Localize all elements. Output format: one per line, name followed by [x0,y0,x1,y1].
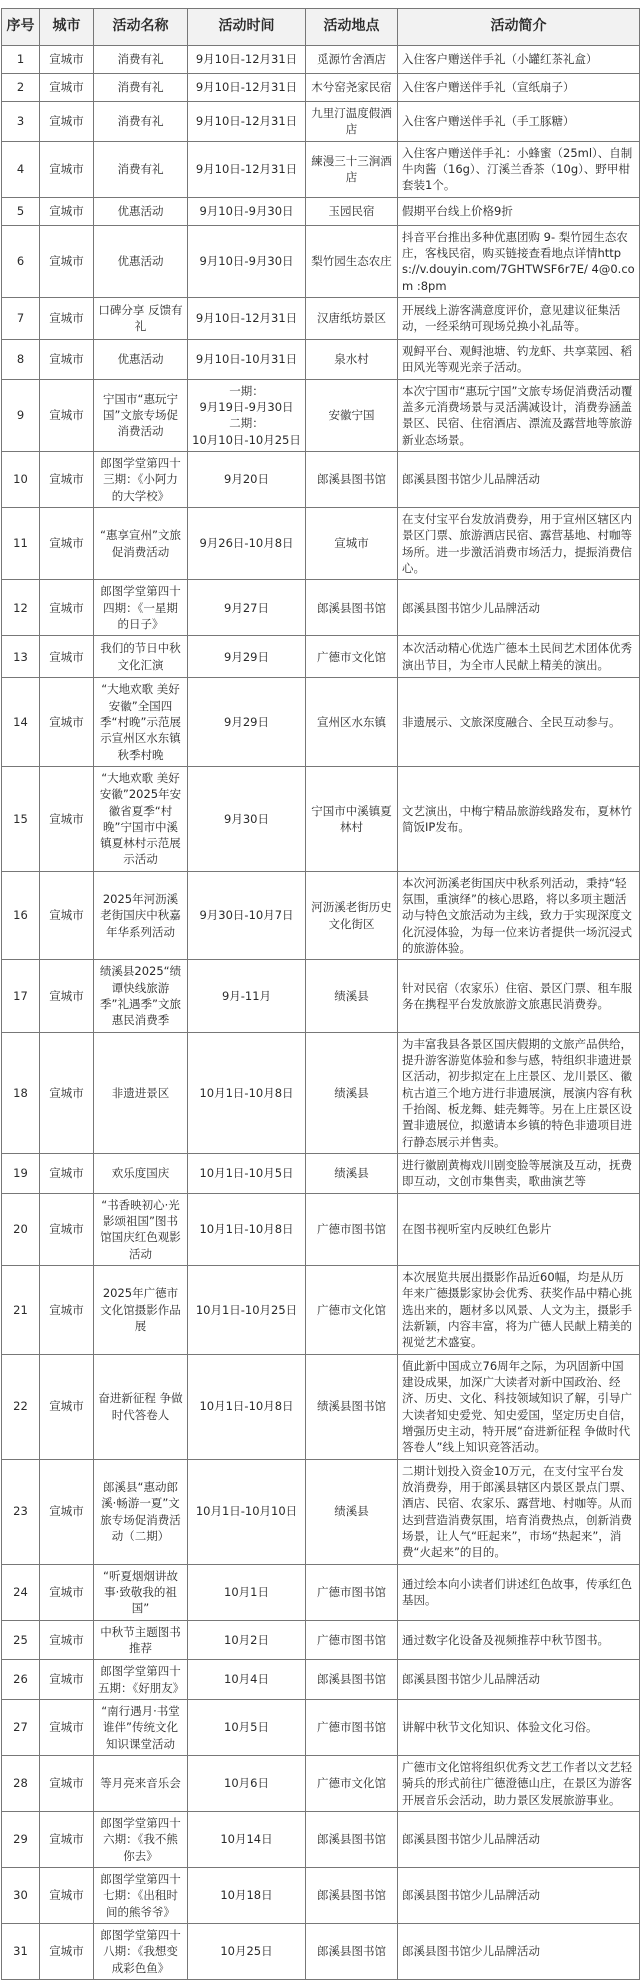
cell-activity-name: 优惠活动 [94,197,188,225]
cell-city: 宣城市 [40,1923,94,1979]
cell-index: 10 [2,451,40,507]
cell-index: 14 [2,678,40,767]
cell-activity-name: 非遗进景区 [94,1032,188,1153]
cell-activity-time: 9月30日-10月7日 [188,871,306,960]
cell-city: 宣城市 [40,1811,94,1867]
cell-activity-time: 9月-11月 [188,960,306,1032]
cell-activity-place: 广德市图书馆 [306,1620,398,1660]
cell-activity-place: 郎溪县图书馆 [306,1923,398,1979]
cell-activity-time: 9月10日-9月30日 [188,225,306,297]
cell-activity-name: 郎图学堂第四十五期：《好朋友》 [94,1660,188,1700]
cell-index: 3 [2,102,40,142]
table-row [2,225,640,297]
table-row [2,1032,640,1153]
cell-activity-description: 郎溪县图书馆少儿品牌活动 [398,451,640,507]
cell-activity-description: 广德市文化馆将组织优秀文艺工作者以文艺轻骑兵的形式前往广德澄德山庄，在景区为游客开展音乐会活动，助力景区发展旅游事业。 [398,1755,640,1811]
cell-index: 22 [2,1354,40,1459]
cell-activity-description: 入住客户赠送伴手礼：小蜂蜜（25ml）、自制牛肉酱（16g）、汀溪兰香茶（10g）、野甲柑套装1个。 [398,141,640,197]
table-row [2,141,640,197]
cell-index: 30 [2,1867,40,1923]
cell-activity-time: 10月2日 [188,1620,306,1660]
cell-activity-place: 練漫三十三涧酒店 [306,141,398,197]
cell-activity-description: 在支付宝平台发放消费券，用于宣州区辖区内景区门票、旅游酒店民宿、露营基地、村咖等场所。进一步激活消费市场活力，提振消费信心。 [398,507,640,579]
table-row [2,1459,640,1564]
header-activity-name: 活动名称 [94,9,188,46]
cell-activity-name: 消费有礼 [94,141,188,197]
events-table [1,8,640,1980]
cell-city: 宣城市 [40,339,94,379]
cell-activity-name: “大地欢歌 美好安徽”全国四季“村晚”示范展示宣州区水东镇秋季村晚 [94,678,188,767]
cell-index: 16 [2,871,40,960]
cell-activity-time: 10月1日-10月8日 [188,1354,306,1459]
cell-index: 5 [2,197,40,225]
cell-activity-description: 郎溪县图书馆少儿品牌活动 [398,1811,640,1867]
cell-city: 宣城市 [40,46,94,74]
cell-index: 7 [2,297,40,339]
cell-index: 25 [2,1620,40,1660]
cell-activity-description: 讲解中秋节文化知识、体验文化习俗。 [398,1699,640,1755]
cell-activity-description: 在图书视听室内反映红色影片 [398,1193,640,1265]
cell-city: 宣城市 [40,507,94,579]
cell-activity-name: 口碑分享 反馈有礼 [94,297,188,339]
cell-city: 宣城市 [40,636,94,678]
cell-index: 11 [2,507,40,579]
cell-activity-place: 觅源竹舍酒店 [306,46,398,74]
table-row [2,1354,640,1459]
cell-activity-place: 广德市图书馆 [306,1699,398,1755]
cell-activity-description: 本次宁国市“惠玩宁国”文旅专场促消费活动覆盖多元消费场景与灵活满减设计，消费券涵盖景区、民宿、住宿酒店、漂流及露营地等旅游新业态场景。 [398,379,640,451]
cell-city: 宣城市 [40,960,94,1032]
cell-activity-time: 10月1日-10月8日 [188,1032,306,1153]
cell-index: 23 [2,1459,40,1564]
cell-activity-description: 郎溪县图书馆少儿品牌活动 [398,580,640,636]
cell-activity-description: 入住客户赠送伴手礼（手工豚糖） [398,102,640,142]
cell-activity-description: 本次活动精心优选广德本土民间艺术团体优秀演出节目，为全市人民献上精美的演出。 [398,636,640,678]
cell-activity-name: 奋进新征程 争做时代答卷人 [94,1354,188,1459]
cell-city: 宣城市 [40,1620,94,1660]
header-index: 序号 [2,9,40,46]
cell-activity-time: 10月6日 [188,1755,306,1811]
cell-activity-description: 二期计划投入资金10万元，在支付宝平台发放消费券，用于郎溪县辖区内景区景点门票、酒店、民宿、农家乐、露营地、村咖等。从而达到营造消费氛围，培育消费热点，创新消费场景，让人气“旺起来”，市场“热起来”，消费“火起来”的目的。 [398,1459,640,1564]
cell-activity-description: 郎溪县图书馆少儿品牌活动 [398,1923,640,1979]
cell-activity-name: 消费有礼 [94,102,188,142]
cell-activity-time: 9月10日-12月31日 [188,141,306,197]
cell-city: 宣城市 [40,379,94,451]
cell-activity-time: 9月10日-9月30日 [188,197,306,225]
cell-activity-place: 安徽宁国 [306,379,398,451]
cell-city: 宣城市 [40,297,94,339]
cell-activity-place: 宣城市 [306,507,398,579]
table-row [2,507,640,579]
cell-index: 26 [2,1660,40,1700]
table-row [2,1564,640,1620]
cell-activity-time: 9月30日 [188,766,306,871]
cell-activity-time: 9月29日 [188,678,306,767]
table-row [2,1811,640,1867]
cell-activity-time: 9月10日-10月31日 [188,339,306,379]
cell-index: 4 [2,141,40,197]
table-row [2,1266,640,1355]
cell-activity-place: 绩溪县 [306,1154,398,1194]
header-activity-description: 活动简介 [398,9,640,46]
cell-activity-time: 10月14日 [188,1811,306,1867]
table-row [2,580,640,636]
cell-activity-time: 9月29日 [188,636,306,678]
cell-index: 8 [2,339,40,379]
cell-activity-name: 宁国市“惠玩宁国”文旅专场促消费活动 [94,379,188,451]
cell-activity-place: 绩溪县图书馆 [306,1354,398,1459]
cell-activity-description: 入住客户赠送伴手礼（小罐红茶礼盒） [398,46,640,74]
cell-index: 27 [2,1699,40,1755]
table-row [2,1699,640,1755]
cell-activity-name: “书香映初心·光影颂祖国”图书馆国庆红色观影活动 [94,1193,188,1265]
cell-activity-description: 本次展览共展出摄影作品近60幅，均是从历年来广德摄影家协会优秀、获奖作品中精心挑选出来的，题材多以风景、人文为主，摄影手法新颖，内容丰富，将为广德人民献上精美的视觉艺术盛宴。 [398,1266,640,1355]
cell-activity-description: 通过数字化设备及视频推荐中秋节图书。 [398,1620,640,1660]
cell-index: 21 [2,1266,40,1355]
cell-city: 宣城市 [40,1660,94,1700]
cell-activity-time: 一期： 9月19日-9月30日 二期： 10月10日-10月25日 [188,379,306,451]
table-row [2,1620,640,1660]
cell-city: 宣城市 [40,678,94,767]
table-body [2,46,640,1980]
cell-activity-place: 宁国市中溪镇夏林村 [306,766,398,871]
cell-city: 宣城市 [40,1193,94,1265]
cell-activity-name: 郎溪县“惠动郎溪·畅游一夏”文旅专场促消费活动（二期） [94,1459,188,1564]
cell-index: 17 [2,960,40,1032]
cell-activity-place: 梨竹园生态农庄 [306,225,398,297]
table-row [2,1154,640,1194]
cell-activity-place: 广德市文化馆 [306,1755,398,1811]
cell-activity-place: 郎溪县图书馆 [306,1660,398,1700]
cell-activity-time: 10月1日-10月10日 [188,1459,306,1564]
cell-activity-description: 假期平台线上价格9折 [398,197,640,225]
cell-activity-name: “大地欢歌 美好安徽”2025年安徽省夏季“村晚”宁国市中溪镇夏林村示范展示活动 [94,766,188,871]
cell-activity-time: 9月20日 [188,451,306,507]
cell-city: 宣城市 [40,1755,94,1811]
cell-activity-place: 宣州区水东镇 [306,678,398,767]
table-row [2,1193,640,1265]
cell-city: 宣城市 [40,766,94,871]
cell-activity-place: 广德市图书馆 [306,1564,398,1620]
cell-activity-place: 广德市文化馆 [306,1266,398,1355]
cell-activity-place: 汉唐纸坊景区 [306,297,398,339]
table-row [2,1755,640,1811]
cell-activity-time: 10月1日-10月25日 [188,1266,306,1355]
cell-city: 宣城市 [40,225,94,297]
table-row [2,871,640,960]
cell-index: 20 [2,1193,40,1265]
table-row [2,339,640,379]
cell-city: 宣城市 [40,1699,94,1755]
cell-city: 宣城市 [40,1867,94,1923]
table-row [2,379,640,451]
header-activity-time: 活动时间 [188,9,306,46]
cell-index: 15 [2,766,40,871]
cell-activity-name: 郎图学堂第四十四期：《一星期的日子》 [94,580,188,636]
cell-activity-name: “南行遇月·书堂谁伴”传统文化知识课堂活动 [94,1699,188,1755]
cell-activity-place: 郎溪县图书馆 [306,580,398,636]
cell-index: 29 [2,1811,40,1867]
cell-activity-place: 郎溪县图书馆 [306,1811,398,1867]
cell-city: 宣城市 [40,1266,94,1355]
cell-activity-time: 10月1日-10月5日 [188,1154,306,1194]
cell-activity-description: 郎溪县图书馆少儿品牌活动 [398,1867,640,1923]
table-row [2,678,640,767]
cell-city: 宣城市 [40,1354,94,1459]
cell-index: 1 [2,46,40,74]
cell-activity-name: 优惠活动 [94,225,188,297]
table-row [2,766,640,871]
cell-activity-name: “听夏烟烟讲故事·致敬我的祖国” [94,1564,188,1620]
cell-city: 宣城市 [40,74,94,102]
cell-city: 宣城市 [40,197,94,225]
cell-activity-place: 泉水村 [306,339,398,379]
cell-activity-time: 9月10日-12月31日 [188,297,306,339]
table-row [2,1923,640,1979]
table-row [2,46,640,74]
cell-activity-description: 抖音平台推出多种优惠团购 9- 梨竹园生态农庄，客栈民宿，购买链接查看地点详情https://v.douyin.com/7GHTWSF6r7E/ 4@0.com :8pm [398,225,640,297]
cell-index: 13 [2,636,40,678]
cell-activity-name: 郎图学堂第四十八期：《我想变成彩色鱼》 [94,1923,188,1979]
cell-activity-description: 开展线上游客满意度评价，意见建议征集活动，一经采纳可现场兑换小礼品等。 [398,297,640,339]
cell-activity-name: 优惠活动 [94,339,188,379]
cell-city: 宣城市 [40,1459,94,1564]
cell-activity-time: 10月1日 [188,1564,306,1620]
cell-index: 18 [2,1032,40,1153]
cell-activity-place: 郎溪县图书馆 [306,451,398,507]
cell-city: 宣城市 [40,1564,94,1620]
cell-activity-description: 针对民宿（农家乐）住宿、景区门票、租车服务在携程平台发放旅游文旅惠民消费券。 [398,960,640,1032]
cell-activity-name: 欢乐度国庆 [94,1154,188,1194]
table-row [2,1867,640,1923]
cell-activity-name: 2025年广德市文化馆摄影作品展 [94,1266,188,1355]
cell-index: 9 [2,379,40,451]
cell-city: 宣城市 [40,580,94,636]
table-row [2,102,640,142]
cell-activity-time: 9月10日-12月31日 [188,46,306,74]
cell-activity-name: 郎图学堂第四十六期：《我不熊你去》 [94,1811,188,1867]
cell-activity-description: 郎溪县图书馆少儿品牌活动 [398,1660,640,1700]
cell-activity-name: 郎图学堂第四十三期：《小阿力的大学校》 [94,451,188,507]
cell-activity-description: 入住客户赠送伴手礼（宣纸扇子） [398,74,640,102]
header-activity-place: 活动地点 [306,9,398,46]
table-row [2,960,640,1032]
cell-activity-place: 广德市图书馆 [306,1193,398,1265]
cell-activity-time: 10月5日 [188,1699,306,1755]
cell-city: 宣城市 [40,102,94,142]
cell-index: 24 [2,1564,40,1620]
cell-activity-name: 等月亮来音乐会 [94,1755,188,1811]
cell-activity-description: 非遗展示、文旅深度融合、全民互动参与。 [398,678,640,767]
cell-activity-description: 进行徽剧黄梅戏川剧变脸等展演及互动，抚费即互动，文创市集售卖，歌曲演艺等 [398,1154,640,1194]
cell-activity-time: 10月1日-10月8日 [188,1193,306,1265]
cell-index: 31 [2,1923,40,1979]
cell-activity-place: 郎溪县图书馆 [306,1867,398,1923]
cell-city: 宣城市 [40,1032,94,1153]
cell-activity-name: “惠享宣州”文旅促消费活动 [94,507,188,579]
cell-city: 宣城市 [40,1154,94,1194]
cell-index: 6 [2,225,40,297]
cell-activity-description: 为丰富我县各景区国庆假期的文旅产品供给，提升游客游览体验和参与感，特组织非遗进景区活动，初步拟定在上庄景区、龙川景区、徽杭古道三个地方进行非遗展演，展演内容有秋千抬阁、板龙舞、蛙壳舞等。另在上庄景区设置非遗展位，拟邀请本乡镇的特色非遗项目进行静态展示并售卖。 [398,1032,640,1153]
cell-activity-time: 10月4日 [188,1660,306,1700]
cell-activity-name: 中秋节主题图书推荐 [94,1620,188,1660]
cell-activity-time: 10月25日 [188,1923,306,1979]
cell-city: 宣城市 [40,141,94,197]
cell-activity-description: 观鲟平台、观鲟池塘、钓龙虾、共享菜园、稻田风光等观光亲子活动。 [398,339,640,379]
cell-activity-time: 9月27日 [188,580,306,636]
cell-index: 19 [2,1154,40,1194]
cell-activity-place: 绩溪县 [306,1459,398,1564]
cell-activity-place: 玉园民宿 [306,197,398,225]
cell-activity-time: 9月26日-10月8日 [188,507,306,579]
cell-activity-description: 值此新中国成立76周年之际，为巩固新中国建设成果，加深广大读者对新中国政治、经济、历史、文化、科技领域知识了解，引导广大读者知史爱党、知史爱国，坚定历史自信，增强历史主动，特开展“奋进新征程 争做时代答卷人”线上知识竞答活动。 [398,1354,640,1459]
cell-activity-name: 2025年河沥溪老街国庆中秋嘉年华系列活动 [94,871,188,960]
cell-activity-name: 我们的节日中秋文化汇演 [94,636,188,678]
cell-activity-time: 9月10日-12月31日 [188,74,306,102]
cell-activity-description: 文艺演出，中梅宁精品旅游线路发布，夏林竹简饭IP发布。 [398,766,640,871]
cell-activity-place: 木兮窑尧家民宿 [306,74,398,102]
cell-activity-name: 绩溪县2025“绩谭快线旅游季”礼遇季”文旅惠民消费季 [94,960,188,1032]
cell-activity-name: 郎图学堂第四十七期：《出租时间的熊爷爷》 [94,1867,188,1923]
cell-activity-description: 本次河沥溪老街国庆中秋系列活动，秉持“轻氛围，重演绎”的核心思路，将以多项主题活动与特色文旅活动为主线，致力于实现深度文化沉浸体验，为每一位来访者提供一场沉浸式的旅游体验。 [398,871,640,960]
table-row [2,197,640,225]
cell-activity-time: 10月18日 [188,1867,306,1923]
cell-activity-place: 九里汀温度假酒店 [306,102,398,142]
cell-index: 12 [2,580,40,636]
cell-activity-place: 河沥溪老街历史文化街区 [306,871,398,960]
table-row [2,74,640,102]
table-row [2,636,640,678]
cell-activity-name: 消费有礼 [94,74,188,102]
cell-index: 28 [2,1755,40,1811]
header-city: 城市 [40,9,94,46]
cell-activity-place: 绩溪县 [306,1032,398,1153]
table-row [2,297,640,339]
cell-activity-place: 广德市文化馆 [306,636,398,678]
cell-city: 宣城市 [40,871,94,960]
cell-activity-name: 消费有礼 [94,46,188,74]
table-row [2,1660,640,1700]
table-header-row [2,9,640,46]
cell-activity-place: 绩溪县 [306,960,398,1032]
cell-index: 2 [2,74,40,102]
table-row [2,451,640,507]
cell-activity-description: 通过绘本向小读者们讲述红色故事，传承红色基因。 [398,1564,640,1620]
cell-activity-time: 9月10日-12月31日 [188,102,306,142]
cell-city: 宣城市 [40,451,94,507]
